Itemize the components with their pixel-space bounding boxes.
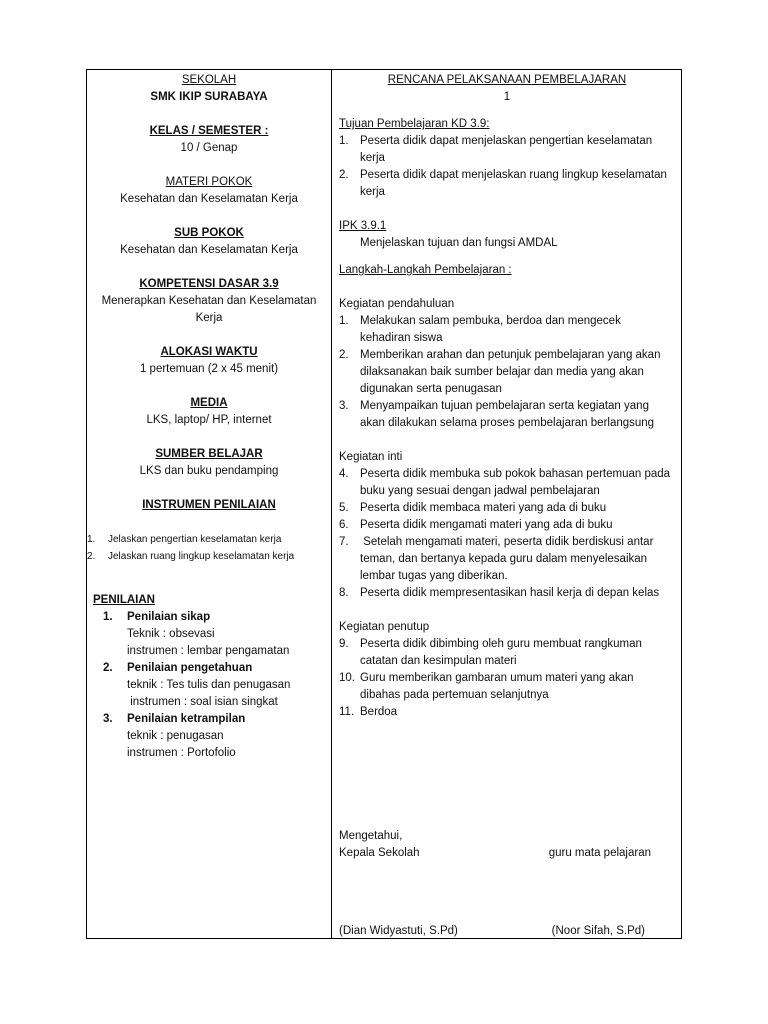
list-item: 3. Menyampaikan tujuan pembelajaran serta kegiatan yang akan dilakukan selama proses pembelajaran berlangsung: [339, 400, 655, 429]
inti-list: [339, 466, 675, 602]
alokasi-value: 1 pertemuan (2 x 45 menit): [139, 363, 279, 375]
penilaian-item: 3. Penilaian ketrampilan: [103, 713, 246, 725]
sekolah-label: SEKOLAH: [181, 74, 237, 86]
guru-text: guru mata pelajaran: [548, 847, 651, 859]
media-value: LKS, laptop/ HP, internet: [146, 414, 272, 426]
alokasi-label: ALOKASI WAKTU: [160, 346, 258, 358]
list-item: 7. Setelah mengamati materi, peserta didik berdiskusi antar teman, dan bertanya kepada guru dalam menyelesaikan lembar tugas yang diberikan.: [339, 536, 654, 582]
right-column: [332, 70, 681, 938]
instrumen-list: [87, 531, 331, 565]
inti-label: Kegiatan inti: [339, 451, 403, 463]
mengetahui-text: Mengetahui,: [339, 830, 403, 842]
sekolah-value: SMK IKIP SURABAYA: [150, 91, 268, 103]
list-item: 9. Peserta didik dibimbing oleh guru membuat rangkuman catatan dan kesimpulan materi: [339, 638, 642, 667]
signature-header: [339, 828, 675, 862]
list-item: 2. Jelaskan ruang lingkup keselamatan kerja: [87, 551, 295, 562]
list-item: 2. Peserta didik dapat menjelaskan ruang lingkup keselamatan kerja: [339, 169, 667, 198]
list-item: 4. Peserta didik membuka sub pokok bahasan pertemuan pada buku yang sesuai dengan jadwal pembelajaran: [339, 468, 671, 497]
pendahuluan-list: [339, 313, 675, 432]
penilaian-item: 2. Penilaian pengetahuan: [103, 662, 253, 674]
list-item: 1. Melakukan salam pembuka, berdoa dan mengecek kehadiran siswa: [339, 315, 621, 344]
list-item: 2. Memberikan arahan dan petunjuk pembelajaran yang akan dilaksanakan baik sumber belajar dan media yang akan digunakan serta penugasan: [339, 349, 661, 395]
signature-names: [339, 923, 675, 940]
list-item: 5. Peserta didik membaca materi yang ada di buku: [339, 502, 607, 514]
kd-value-line1: Menerapkan Kesehatan dan Keselamatan: [101, 295, 317, 307]
rpp-title: RENCANA PELAKSANAAN PEMBELAJARAN: [387, 74, 627, 86]
materi-label: MATERI POKOK: [165, 176, 253, 188]
list-item: 10. Guru memberikan gambaran umum materi yang akan dibahas pada pertemuan selanjutnya: [339, 672, 634, 701]
ipk-label: IPK 3.9.1: [339, 220, 387, 232]
kelas-label: KELAS / SEMESTER :: [149, 125, 269, 137]
kepala-sekolah-text: Kepala Sekolah: [339, 847, 420, 859]
kd-value-line2: Kerja: [195, 312, 223, 324]
ipk-value: Menjelaskan tujuan dan fungsi AMDAL: [360, 237, 558, 249]
lesson-plan-table: [86, 69, 682, 939]
penutup-label: Kegiatan penutup: [339, 621, 430, 633]
sub-pokok-label: SUB POKOK: [174, 227, 244, 239]
media-label: MEDIA: [190, 397, 228, 409]
list-item: 8. Peserta didik mempresentasikan hasil kerja di depan kelas: [339, 587, 660, 599]
materi-value: Kesehatan dan Keselamatan Kerja: [120, 193, 298, 205]
sumber-label: SUMBER BELAJAR: [155, 448, 263, 460]
list-item: 11. Berdoa: [339, 706, 398, 718]
list-item: 1. Jelaskan pengertian keselamatan kerja: [87, 534, 282, 545]
kelas-value: 10 / Genap: [180, 142, 238, 154]
kd-label: KOMPETENSI DASAR 3.9: [139, 278, 279, 290]
list-item: 1. Peserta didik dapat menjelaskan pengertian keselamatan kerja: [339, 135, 653, 164]
list-item: 6. Peserta didik mengamati materi yang ada di buku: [339, 519, 613, 531]
penilaian-item: 1. Penilaian sikap: [103, 611, 211, 623]
sumber-value: LKS dan buku pendamping: [139, 465, 279, 477]
penilaian-label: PENILAIAN: [93, 594, 155, 606]
tujuan-label: Tujuan Pembelajaran KD 3.9:: [339, 118, 490, 130]
instrumen-label: INSTRUMEN PENILAIAN: [142, 499, 276, 511]
sub-pokok-value: Kesehatan dan Keselamatan Kerja: [120, 244, 298, 256]
pendahuluan-label: Kegiatan pendahuluan: [339, 298, 455, 310]
rpp-number: 1: [503, 91, 511, 103]
langkah-label: Langkah-Langkah Pembelajaran :: [339, 264, 512, 276]
signer-right: (Noor Sifah, S.Pd): [551, 925, 645, 937]
tujuan-list: [339, 133, 675, 201]
signer-left: (Dian Widyastuti, S.Pd): [339, 925, 458, 937]
penutup-list: [339, 636, 675, 721]
penilaian-section: PENILAIAN 1. Penilaian sikap Teknik : obsevasi instrumen : lembar pengamatan 2. Penilaian pengetahuan teknik : Tes tulis dan penugasan instrumen : soal isian singkat 3. Penilaian ketrampilan teknik : penugasan instrumen : Portofolio: [87, 592, 331, 762]
left-column: [87, 70, 332, 938]
